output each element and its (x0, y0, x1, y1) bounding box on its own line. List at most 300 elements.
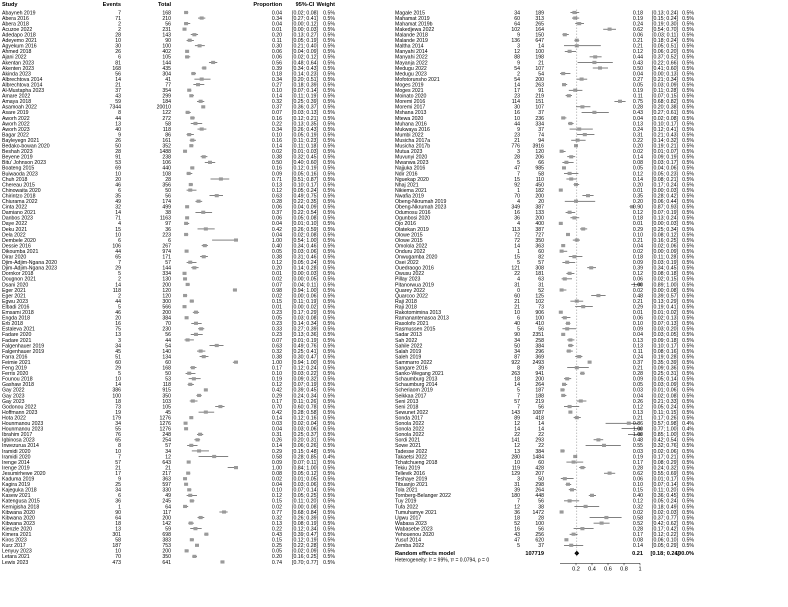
study-total: 164 (535, 26, 544, 33)
study-weight: 0.5% (323, 99, 335, 106)
study-total: 182 (535, 187, 544, 194)
study-weight: 0.5% (323, 271, 335, 278)
study-name: Inwezurua 2014 (2, 443, 39, 450)
study-weight: 0.5% (323, 176, 335, 183)
study-weight: 0.5% (323, 243, 335, 250)
study-proportion: 1.00 (271, 359, 282, 366)
study-total: 38 (538, 504, 544, 511)
study-name: Ouedraogo 2016 (395, 265, 434, 272)
study-name: Teshaye 2019 (395, 476, 428, 483)
study-square (559, 189, 563, 192)
study-weight: 0.5% (682, 160, 694, 167)
study-name: Magale 2015 (395, 10, 425, 17)
study-name: Seni 2018 (395, 404, 419, 411)
study-square (564, 538, 568, 541)
study-total: 641 (162, 559, 171, 566)
study-square (183, 272, 187, 275)
study-ci: [0.00; 0.03] (652, 187, 678, 194)
study-events: 34 (115, 343, 121, 350)
study-events: 16 (514, 210, 520, 217)
study-square (234, 361, 238, 364)
study-total: 265 (535, 21, 544, 28)
study-events: 58 (115, 537, 121, 544)
study-ci: [0.02; 0.12] (292, 54, 318, 61)
study-name: Raji 2018 (395, 304, 417, 311)
study-square (598, 66, 602, 69)
study-ci: [0.05; 0.19] (292, 132, 318, 139)
study-events: 119 (511, 465, 520, 472)
study-weight: 0.5% (323, 282, 335, 289)
study-proportion: 0.11 (272, 38, 282, 45)
study-square (574, 183, 578, 186)
study-ci: [0.13; 0.27] (292, 32, 318, 39)
study-total: 435 (162, 65, 171, 72)
study-weight: 0.5% (682, 260, 694, 267)
study-weight: 0.5% (682, 387, 694, 394)
study-name: Deku 2021 (2, 226, 28, 233)
study-events: 26 (115, 49, 121, 56)
study-square (202, 155, 206, 158)
study-ci: [0.13; 0.35] (292, 121, 318, 128)
study-square (568, 211, 572, 214)
study-square (572, 460, 576, 463)
study-total: 418 (535, 415, 544, 422)
study-proportion: 0.27 (271, 82, 282, 89)
study-square (215, 344, 219, 347)
study-ci: [0.07; 0.11] (292, 459, 318, 466)
study-total: 82 (538, 254, 544, 261)
study-name: Bitu' Johnson 2023 (2, 160, 46, 167)
study-weight: 0.5% (682, 210, 694, 217)
study-name: Akinda 2023 (2, 71, 31, 78)
study-total: 387 (535, 204, 544, 211)
study-events: 263 (511, 371, 520, 378)
study-events: 34 (514, 337, 520, 344)
study-events: 30 (115, 43, 121, 50)
study-ci: [0.05; 0.12] (292, 470, 318, 477)
study-square (184, 22, 188, 25)
study-ci: [0.94; 1.00] (292, 359, 318, 366)
study-ci: [0.37; 0.52] (652, 54, 678, 61)
study-events: 7 (517, 498, 520, 505)
study-ci: [0.09; 0.18] (652, 337, 678, 344)
study-proportion: 0.20 (632, 182, 643, 189)
study-ci: [0.03; 0.06] (292, 482, 318, 489)
study-name: Moges 2021 (395, 88, 424, 94)
study-ci: [0.68; 0.82] (652, 99, 678, 106)
study-events: 136 (511, 38, 520, 45)
study-total: 161 (162, 137, 171, 144)
study-events: 54 (514, 76, 520, 83)
study-total: 150 (535, 32, 544, 39)
study-events: 90 (115, 509, 121, 516)
study-weight: 0.5% (323, 515, 335, 522)
study-square (185, 316, 189, 319)
study-total: 296 (535, 348, 544, 355)
study-weight: 0.5% (682, 110, 694, 117)
study-ci: [0.05; 0.29] (652, 543, 678, 550)
study-events: 89 (514, 415, 520, 422)
study-total: 39 (538, 365, 544, 372)
study-ci: [0.25; 0.34] (652, 226, 678, 233)
study-events: 10 (115, 376, 121, 383)
study-events: 7344 (109, 104, 121, 111)
study-square (561, 394, 565, 397)
study-weight: 0.5% (323, 10, 335, 17)
study-name: Eger 2021 (2, 293, 26, 300)
study-name: Boateng 2015 (2, 165, 35, 172)
study-ci: [0.34; 0.43] (292, 65, 318, 72)
study-total: 400 (535, 221, 544, 228)
study-proportion: 0.70 (271, 404, 282, 411)
study-name: Medugu 2022 (395, 65, 427, 72)
study-events: 2 (118, 276, 121, 283)
study-name: Kagira 2019 (2, 482, 30, 489)
study-total: 105 (162, 404, 171, 411)
study-total: 428 (535, 465, 544, 472)
study-weight: 0.5% (682, 182, 694, 189)
study-proportion: 0.08 (271, 470, 282, 477)
study-weight: 0.5% (682, 276, 694, 283)
study-ci: [0.03; 0.06] (292, 248, 318, 255)
study-total: 151 (535, 99, 544, 106)
study-name: Aworh 2022 (2, 115, 30, 122)
study-total: 60 (538, 248, 544, 255)
study-weight: 0.5% (682, 382, 694, 389)
study-weight: 0.5% (682, 354, 694, 361)
study-events: 4 (517, 199, 520, 205)
study-ci: [0.06; 0.26] (292, 443, 318, 450)
study-square (572, 11, 576, 14)
study-ci: [0.08; 0.18] (652, 271, 678, 278)
study-square (604, 516, 608, 519)
study-square (583, 133, 587, 136)
study-proportion: 0.20 (632, 199, 643, 205)
study-proportion: 0.01 (271, 271, 282, 278)
study-proportion: 0.52 (632, 520, 643, 527)
study-name: Chirintzo 2018 (2, 193, 36, 200)
study-name: Asare 2019 (2, 110, 29, 117)
study-events: 187 (112, 543, 121, 550)
study-total: 57 (165, 443, 171, 450)
study-weight: 0.5% (323, 321, 335, 328)
study-square (204, 227, 208, 230)
study-square (577, 355, 581, 358)
study-total: 60 (165, 359, 171, 366)
study-square (568, 338, 572, 341)
study-weight: 0.5% (682, 404, 694, 411)
study-name: Ferris 2020 (2, 371, 29, 378)
study-name: Iramidi 2020 (2, 448, 31, 455)
study-total: 118 (162, 382, 171, 389)
study-ci: [0.49; 0.75] (292, 193, 318, 200)
study-total: 264 (535, 382, 544, 389)
study-total: 14 (538, 421, 544, 427)
study-proportion: 0.15 (271, 498, 282, 505)
study-ci: [0.32; 0.76] (652, 443, 678, 450)
study-events: 43 (514, 532, 520, 538)
study-name: Beshah 2023 (2, 149, 33, 156)
study-ci: [0.11; 0.18] (292, 143, 318, 150)
study-name: Beyene 2019 (2, 154, 33, 161)
study-total: 143 (162, 32, 171, 39)
study-total: 21 (165, 465, 171, 472)
study-total: 941 (535, 371, 544, 378)
study-name: Mayanja 2022 (395, 60, 428, 67)
study-proportion: 0.02 (632, 509, 643, 516)
study-proportion: 0.01 (632, 187, 643, 194)
study-proportion: 0.12 (271, 260, 282, 267)
study-square (211, 61, 215, 64)
study-name: Fadare 2020 (2, 332, 32, 339)
study-square (195, 544, 199, 547)
study-name: Medugu 2023 (395, 71, 427, 78)
study-total: 350 (535, 237, 544, 244)
study-events: 51 (115, 354, 121, 361)
study-proportion: 0.86 (632, 421, 643, 427)
study-proportion: 0.16 (271, 165, 282, 172)
study-proportion: 0.33 (271, 326, 282, 333)
study-square (592, 61, 596, 64)
study-name: Mumbi 2022 (395, 132, 424, 139)
study-square (189, 183, 193, 186)
study-total: 144 (162, 60, 171, 67)
study-events: 44 (115, 298, 121, 305)
study-events: 6 (118, 493, 121, 500)
study-square (201, 105, 205, 108)
study-weight: 0.5% (323, 293, 335, 300)
study-events: 14 (514, 243, 520, 250)
study-name: Seikkaa 2017 (395, 393, 427, 400)
study-name: Mahamat 2019b (395, 21, 433, 28)
study-proportion: 0.15 (632, 487, 643, 494)
study-square (189, 144, 193, 147)
study-square (560, 150, 564, 153)
study-square (568, 50, 572, 53)
study-ci: [0.94; 1.00] (292, 287, 318, 294)
study-total: 31 (538, 282, 544, 289)
study-ci: [0.02; 0.13] (652, 315, 678, 322)
study-name: Rasolofo 2021 (395, 321, 429, 328)
study-events: 34 (115, 487, 121, 494)
study-weight: 0.5% (682, 38, 694, 45)
study-proportion: 0.29 (632, 304, 643, 311)
study-square (189, 522, 193, 525)
study-name: Rakotomimina 2013 (395, 310, 442, 316)
study-weight: 0.5% (323, 520, 335, 527)
study-weight: 0.5% (682, 371, 694, 378)
study-square (627, 422, 631, 425)
study-ci: [0.08; 0.29] (652, 459, 678, 466)
study-name: Aworh 2022 (2, 121, 30, 128)
study-events: 29 (115, 265, 121, 272)
study-total: 168 (162, 365, 171, 372)
study-total: 304 (162, 71, 171, 78)
study-ci: [0.05; 0.25] (292, 493, 318, 500)
study-name: Engda 2018 (2, 315, 30, 322)
study-weight: 0.5% (682, 265, 694, 272)
study-ci: [0.77; 1.00] (652, 426, 678, 433)
study-weight: 0.5% (682, 171, 694, 178)
study-weight: 0.5% (682, 537, 694, 544)
study-events: 1 (517, 248, 520, 255)
study-total: 308 (535, 265, 544, 272)
study-ci: [0.11; 0.20] (652, 487, 678, 494)
study-name: Muvunyi 2020 (395, 154, 428, 161)
study-square (568, 405, 572, 408)
study-square (208, 161, 212, 164)
study-name: Zemba 2022 (395, 543, 425, 550)
study-proportion: 0.04 (632, 71, 643, 78)
x-axis-tick-label: 1 (638, 566, 642, 573)
study-total: 207 (535, 470, 544, 477)
study-proportion: 0.02 (632, 248, 643, 255)
study-ci: [0.02; 0.03] (652, 509, 678, 516)
study-events: 39 (514, 487, 520, 494)
study-total: 330 (162, 487, 171, 494)
study-name: Ibrahim 2017 (2, 432, 33, 439)
study-proportion: 0.04 (632, 243, 643, 250)
study-ci: [0.18; 0.39] (292, 82, 318, 89)
study-name: Amare 2022 (2, 93, 31, 100)
study-weight: 0.5% (323, 310, 335, 316)
study-ci: [0.39; 0.57] (652, 293, 678, 300)
study-weight: 0.5% (323, 248, 335, 255)
study-ci: [0.60; 0.78] (292, 404, 318, 411)
study-ci: [0.18; 0.24] (652, 38, 678, 45)
study-events: 34 (115, 421, 121, 427)
study-name: Malande 2019 (395, 38, 428, 45)
study-events: 2 (118, 293, 121, 300)
study-name: Farra 2016 (2, 354, 28, 361)
study-weight: 0.5% (323, 382, 335, 389)
study-events: 21 (514, 298, 520, 305)
study-ci: [0.07; 0.19] (292, 382, 318, 389)
study-weight: 0.5% (323, 149, 335, 156)
study-weight: 0.5% (323, 543, 335, 550)
study-events: 34 (514, 348, 520, 355)
study-events: 35 (115, 193, 121, 200)
study-events: 180 (511, 493, 520, 500)
study-name: Acuzoe 2022 (2, 26, 33, 33)
study-square (184, 422, 188, 425)
study-square (233, 288, 237, 291)
study-events: 57 (115, 459, 121, 466)
study-ci: [0.14; 0.34] (292, 321, 318, 328)
study-weight: 0.5% (682, 332, 694, 339)
study-square (190, 538, 194, 541)
study-square (219, 177, 223, 180)
study-total: 56 (538, 326, 544, 333)
study-ci: [0.13; 0.24] (652, 10, 678, 17)
study-square (190, 139, 194, 142)
study-square (188, 494, 192, 497)
study-ci: [0.12; 0.16] (292, 415, 318, 422)
study-total: 58 (165, 121, 171, 128)
study-weight: 0.5% (682, 459, 694, 466)
study-events: 36 (514, 215, 520, 222)
study-square (204, 533, 208, 536)
study-weight: 0.5% (323, 332, 335, 339)
study-proportion: 0.56 (271, 60, 282, 67)
study-name: Irenge 2019 (2, 465, 30, 472)
study-total: 198 (535, 54, 544, 61)
study-total: 1488 (159, 149, 171, 156)
study-name: Akenten 2023 (2, 65, 35, 72)
summary-weight: 100.0% (675, 551, 694, 558)
study-proportion: 0.04 (271, 10, 282, 17)
study-ci: [0.10; 0.17] (292, 182, 318, 189)
study-total: 66 (538, 160, 544, 167)
study-weight: 0.5% (682, 326, 694, 333)
study-square (588, 361, 592, 364)
study-events: 143 (511, 409, 520, 416)
study-square (196, 83, 200, 86)
study-ci: [0.12; 0.19] (292, 165, 318, 172)
study-total: 20010 (156, 104, 171, 111)
column-header: Events (102, 2, 121, 8)
study-proportion: 0.20 (271, 265, 282, 272)
study-weight: 0.5% (682, 543, 694, 550)
study-ci: [0.03; 0.19] (652, 260, 678, 267)
study-name: Buiwaoda 2023 (2, 171, 38, 178)
study-ci: [0.54; 1.00] (292, 237, 318, 244)
study-name: Mwanwa 2023 (395, 160, 429, 167)
study-proportion: 0.18 (632, 10, 643, 17)
study-weight: 0.5% (682, 465, 694, 472)
study-weight: 0.5% (323, 326, 335, 333)
study-name: Musicha 2017b (395, 143, 431, 150)
study-square (563, 277, 567, 280)
study-proportion: 0.28 (632, 104, 643, 111)
study-total: 102 (535, 298, 544, 305)
study-square (560, 510, 564, 513)
study-name: Bedako-bowan 2020 (2, 143, 50, 150)
study-events: 106 (112, 243, 121, 250)
study-weight: 0.5% (323, 171, 335, 178)
study-weight: 0.5% (323, 554, 335, 561)
study-events: 5 (118, 371, 121, 378)
study-total: 647 (535, 38, 544, 45)
study-name: Salah 2019 (395, 348, 422, 355)
study-proportion: 0.16 (271, 115, 282, 122)
study-total: 74 (538, 132, 544, 139)
study-square (192, 33, 196, 36)
study-square (187, 172, 191, 175)
study-ci: [0.04; 0.09] (292, 49, 318, 56)
study-proportion: 0.04 (271, 426, 282, 433)
study-ci: [0.25; 0.39] (292, 99, 318, 106)
study-square (562, 383, 566, 386)
study-square (561, 244, 565, 247)
study-total: 56 (165, 332, 171, 339)
study-total: 906 (535, 310, 544, 316)
study-events: 349 (511, 204, 520, 211)
study-weight: 0.5% (682, 359, 694, 366)
study-events: 45 (115, 348, 121, 355)
study-ci: [0.18; 0.49] (652, 504, 678, 511)
study-weight: 0.5% (682, 504, 694, 511)
study-ci: [0.02; 0.15] (652, 276, 678, 283)
study-proportion: 0.12 (271, 187, 282, 194)
study-weight: 0.4% (323, 454, 335, 461)
study-name: Sonola 2022 (395, 421, 425, 427)
study-ci: [0.04; 0.06] (652, 165, 678, 172)
study-total: 125 (535, 293, 544, 300)
study-ci: [0.51; 0.87] (292, 176, 318, 183)
study-proportion: 0.12 (632, 49, 643, 56)
study-square (200, 78, 204, 81)
